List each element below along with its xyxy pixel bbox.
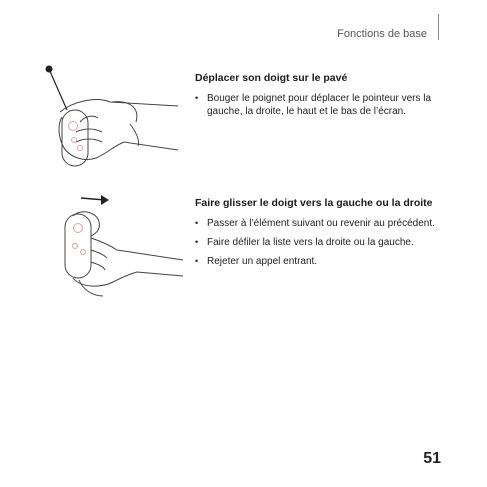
list-item: • Bouger le poignet pour déplacer le pointeur vers la gauche, la droite, le haut et le bas de l’écran. <box>195 92 445 118</box>
list-item: • Faire défiler la liste vers la droite ou la gauche. <box>195 236 445 249</box>
page-number: 51 <box>423 450 441 467</box>
list-item: • Rejeter un appel entrant. <box>195 255 445 268</box>
hand-holding-controller-with-pointer-icon <box>40 62 180 172</box>
section-header: Fonctions de base <box>337 28 427 40</box>
section-swipe-finger <box>195 197 445 274</box>
hand-swiping-controller-with-arrow-icon <box>45 190 185 300</box>
section-title: Déplacer son doigt sur le pavé <box>195 72 348 84</box>
bullet-list <box>195 92 445 118</box>
section-move-finger <box>195 72 445 124</box>
section-title: Faire glisser le doigt vers la gauche ou la droite <box>195 197 433 209</box>
list-item: • Passer à l’élément suivant ou revenir au précédent. <box>195 217 445 230</box>
bullet-list <box>195 217 445 268</box>
header-rule <box>438 14 439 40</box>
